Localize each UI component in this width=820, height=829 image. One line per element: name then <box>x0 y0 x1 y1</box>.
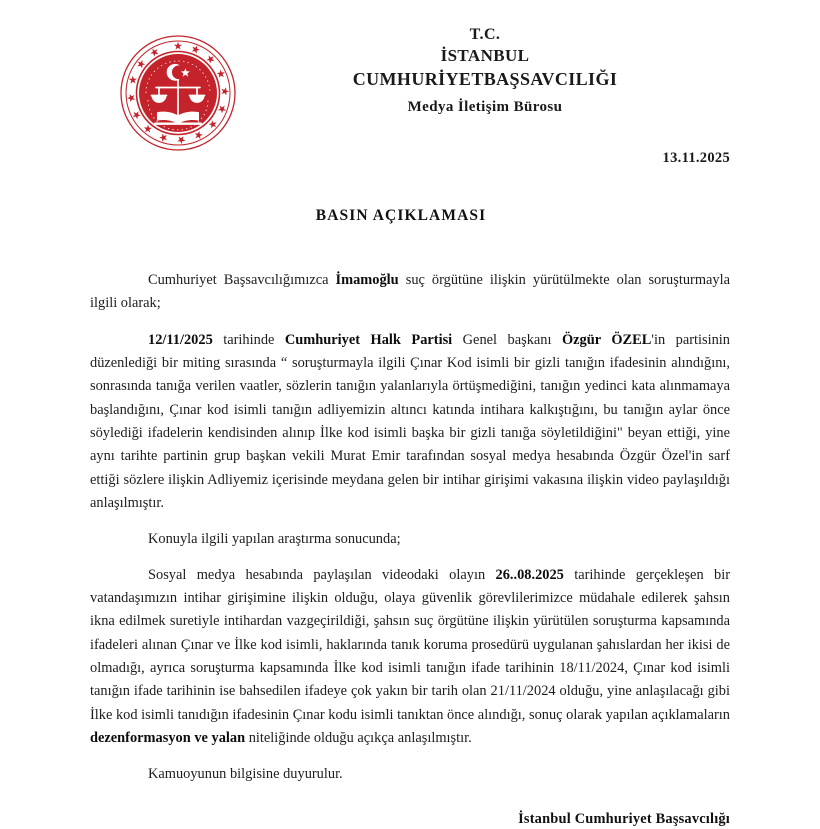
header-title-block <box>240 24 730 118</box>
p4-bold-incident-date: 26..08.2025 <box>495 566 564 583</box>
header-line-office: CUMHURİYETBAŞSAVCILIĞI <box>352 68 618 89</box>
p2-bold-person: Özgür ÖZEL <box>561 331 652 348</box>
paragraph-public-notice: Kamuoyunun bilgisine duyurulur. <box>148 766 343 783</box>
paragraph-findings <box>90 564 730 751</box>
document-body <box>90 269 730 787</box>
paragraph-intro <box>90 269 730 316</box>
p1-text-c: suç örgütüne ilişkin yürütülmekte olan soruşturmayla ilgili olarak; <box>90 272 730 312</box>
p4-text-e: niteliğinde olduğu açıkça anlaşılmıştır. <box>245 729 472 746</box>
p2-bold-party: Cumhuriyet Halk Partisi <box>284 331 453 348</box>
p2-text-b: tarihinde <box>212 331 285 348</box>
paragraph-investigation-result-lead: Konuyla ilgili yapılan araştırma sonucunda; <box>148 531 401 548</box>
paragraph-claim <box>90 329 730 516</box>
document-date: 13.11.2025 <box>662 150 730 166</box>
p4-bold-disinformation: dezenformasyon ve yalan <box>90 729 246 746</box>
header-line-tc: T.C. <box>469 26 501 43</box>
p4-text-c: tarihinde gerçekleşen bir vatandaşımızın intihar girişimine ilişkin olduğu, olaya güvenlik görevlilerimizce müdahale edilerek şahsın ikna edilmek suretiyle intihardan vazgeçirildiği, şahsın suç örgütüne ilişkin yürütülen soruşturma kapsamında ifadeleri alınan Çınar ve İlke kod isimli, haklarında tanık koruma prosedürü uygulanan şahıslardan her ikisi de olmadığı, ayrıca soruşturma kapsamında İlke kod isimli tanığın ifade tarihinin 18/11/2024, Çınar kod isimli tanığın ifade tarihinin ise bahsedilen ifadeye çok yakın bir tarih olan 21/11/2024 olduğu, yine anlaşılacağı gibi İlke kod isimli tanıdığın ifadesinin Çınar kodu isimli tanıktan önce alındığı, sonuç olarak yapılan açıklamaların <box>90 566 730 723</box>
document-signature: İstanbul Cumhuriyet Başsavcılığı <box>518 810 730 827</box>
p4-text-a: Sosyal medya hesabında paylaşılan videodaki olayın <box>148 566 496 583</box>
document-header <box>0 0 820 130</box>
p2-bold-date: 12/11/2025 <box>148 331 213 348</box>
header-line-city: İSTANBUL <box>440 46 530 66</box>
turkish-ministry-of-justice-emblem-icon <box>118 32 238 154</box>
p2-text-f: 'in partisinin düzenlediği bir miting sırasında “ soruşturmayla ilgili Çınar Kod isimli bir gizli tanığın ifadesinin alındığını, sonrasında tanığa verilen vaatler, sözlerin tanığın yalanlarıyla örtüşmediğini, tanığın yedinci kata alınmamaya başlandığını, Çınar kod isimli tanığın adliyemizin altıncı katında intihara kalkıştığını, bu tanığın aylar önce söylediği ifadelerin kendisinden alınıp İlke kod isimli başka bir gizli tanığa söyletildiğini" beyan ettiği, yine aynı tarihte partinin grup başkan vekili Murat Emir tarafından sosyal medya hesabında Özgür Özel'in sarf ettiği sözlere ilişkin Adliyemiz içerisinde meydana gelen bir intihar girişimi vakasına ilişkin video paylaşıldığı anlaşılmıştır. <box>90 331 730 511</box>
p1-text-a: Cumhuriyet Başsavcılığımızca <box>148 272 336 288</box>
p1-bold-imamoglu: İmamoğlu <box>335 272 399 288</box>
header-line-bureau: Medya İletişim Bürosu <box>407 99 563 116</box>
document-title: BASIN AÇIKLAMASI <box>315 207 487 224</box>
p2-text-d: Genel başkanı <box>452 331 562 348</box>
